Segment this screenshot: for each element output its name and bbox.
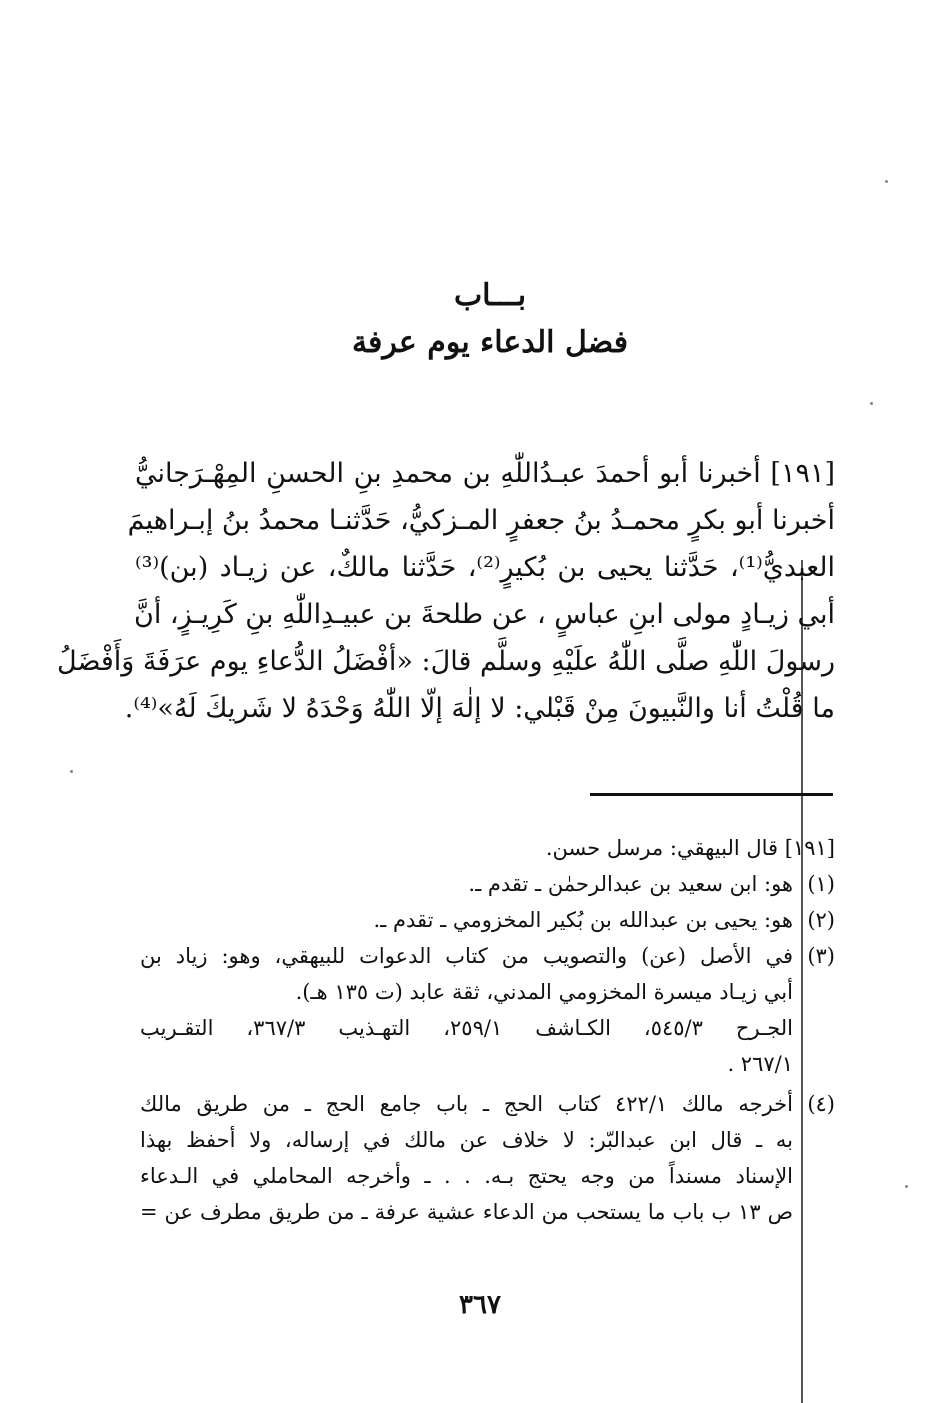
footnotes <box>140 830 835 1230</box>
page-number: ٣٦٧ <box>459 1290 501 1320</box>
text-line: أبي زيـادٍ مولى ابنِ عباسٍ ، عن طلحةَ بن عبيـدِاللّٰهِ بنِ كَرِيـزٍ، أنَّ <box>134 599 835 630</box>
footnote-line: الجـرح ٥٤٥/٣، الكـاشف ٢٥٩/١، التهـذيب ٣٦٧/٣، التقـريب <box>140 1016 793 1040</box>
footnote-item <box>140 902 835 938</box>
footnote-item <box>140 938 835 1082</box>
text-line: أخبرنا أبو بكرٍ محمـدُ بنُ جعفرٍ المـزكيُّ، حَدَّثنـا محمدُ بنُ إبـراهيمَ <box>127 505 835 536</box>
hadith-text <box>57 450 835 732</box>
footnote-line: هو: ابن سعيد بن عبدالرحمٰن ـ تقدم ـ. <box>468 872 793 896</box>
footnote-line: الإسناد مسنداً من وجه يحتج بـه. . . ـ وأخرجه المحاملي في الـدعاء <box>140 1164 793 1188</box>
footnote-number: (٣) <box>807 944 835 968</box>
footnote-item <box>140 866 835 902</box>
footnote-body <box>140 1086 793 1230</box>
footnote-body <box>140 902 793 938</box>
chapter-title: فضل الدعاء يوم عرفة <box>351 325 629 360</box>
footnote-number: (٢) <box>807 908 835 932</box>
footnote-separator <box>590 793 833 796</box>
scan-speck <box>905 1185 908 1188</box>
footnote-item <box>140 1086 835 1230</box>
footnote-line: أخرجه مالك ٤٢٢/١ كتاب الحج ـ باب جامع الحج ـ من طريق مالك <box>140 1092 793 1116</box>
footnote-number: (١) <box>807 872 835 896</box>
chapter-label: بـــاب <box>453 278 527 313</box>
footnote-line: هو: يحيى بن عبدالله بن بُكير المخزومي ـ تقدم ـ. <box>373 908 793 932</box>
footnote-line: أبي زيـاد ميسرة المخزومي المدني، ثقة عابد (ت ١٣٥ هـ). <box>295 980 793 1004</box>
text-line: [١٩١] أخبرنا أبو أحمدَ عبـدُاللّٰهِ بن محمدِ بنِ الحسنِ المِهْـرَجانيُّ <box>135 458 835 489</box>
text-line: رسولَ اللّٰهِ صلَّى اللّٰهُ علَيْهِ وسلَّم قالَ: «أفْضَلُ الدُّعاءِ يوم عرَفَةَ وَأَفْضَلُ <box>57 646 835 677</box>
footnote-line: ٢٦٧/١ . <box>727 1052 793 1076</box>
footnote-line: في الأصل (عن) والتصويب من كتاب الدعوات للبيهقي، وهو: زياد بن <box>140 944 793 968</box>
scan-speck <box>885 180 888 183</box>
footnote-line: به ـ قال ابن عبدالبّر: لا خلاف عن مالك في إرساله، ولا أحفظ بهذا <box>140 1128 793 1152</box>
scan-speck <box>70 770 73 773</box>
footnote-body <box>140 866 793 902</box>
text-line: ما قُلْتُ أنا والنَّبيونَ مِنْ قَبْلي: لا إلٰهَ إلّا اللّٰهُ وَحْدَهُ لا شَريكَ لَهُ»⁽⁴⁾. <box>124 693 835 724</box>
footnote-body <box>140 938 793 1082</box>
footnote-number: (٤) <box>807 1092 835 1116</box>
footnote-intro: [١٩١] قال البيهقي: مرسل حسن. <box>545 836 835 860</box>
scan-speck <box>870 402 873 405</box>
text-line: العبديُّ⁽¹⁾، حَدَّثنا يحيى بن بُكيرٍ⁽²⁾، حَدَّثنا مالكٌ، عن زيـاد (بن)⁽³⁾ <box>135 552 835 583</box>
footnote-line: ص ١٣ ب باب ما يستحب من الدعاء عشية عرفة ـ من طريق مطرف عن = <box>140 1200 793 1224</box>
